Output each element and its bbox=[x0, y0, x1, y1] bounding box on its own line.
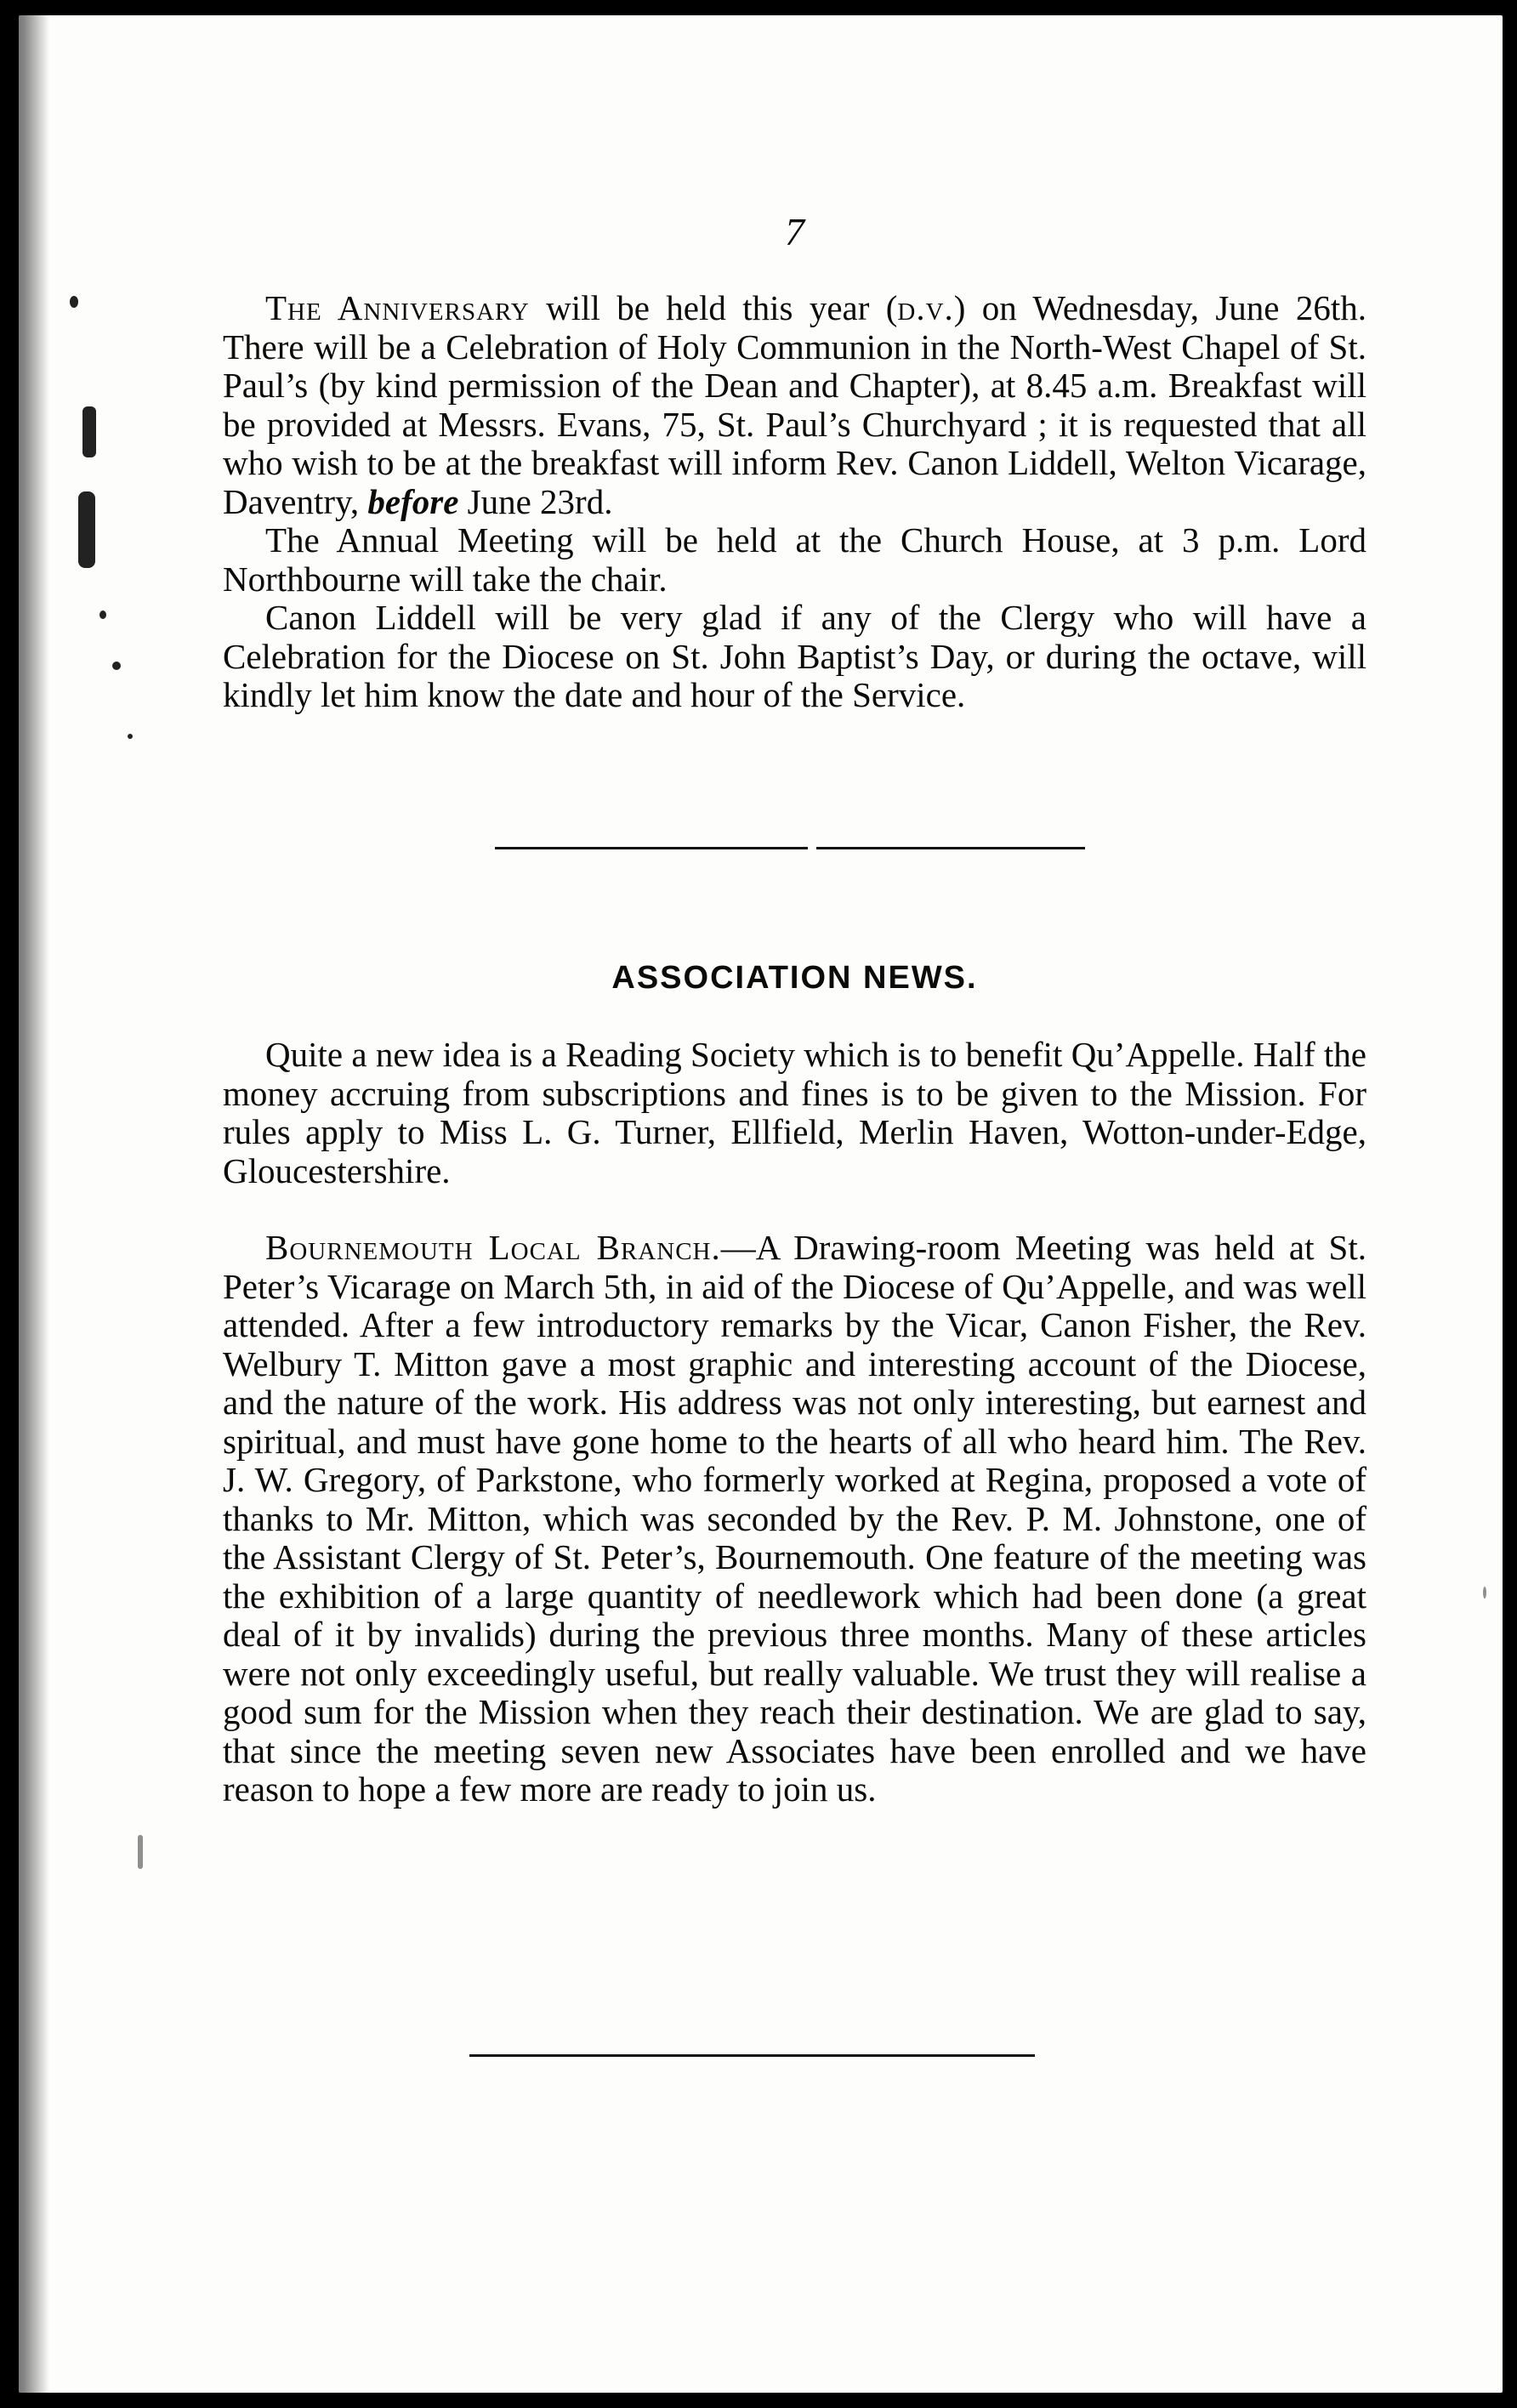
page-spine-shadow bbox=[19, 15, 56, 2393]
reading-society-paragraph: Quite a new idea is a Reading Society which is to benefit Qu’Appelle. Half the money accruing from subscriptions and fines is to be given to the Mission. For rules apply to Miss L. G. Turner, Ellfield, Merlin Haven, Wotton-under-Edge, Gloucestershire. bbox=[223, 1035, 1366, 1190]
anniversary-text-c: June 23rd. bbox=[458, 481, 613, 521]
scan-speck bbox=[99, 611, 106, 619]
scan-speck bbox=[128, 734, 133, 739]
scan-speck bbox=[70, 296, 78, 308]
scan-speck bbox=[1483, 1587, 1486, 1599]
page-number: 7 bbox=[785, 210, 804, 253]
scan-speck bbox=[138, 1835, 143, 1869]
section-divider-rule bbox=[816, 847, 1085, 849]
celebration-paragraph: Canon Liddell will be very glad if any of the Clergy who will have a Celebration for the Diocese on St. John Baptist’s Day, or during the octave, will kindly let him know the date and hour of the Service. bbox=[223, 598, 1366, 714]
anniversary-lead: The Anniversary bbox=[265, 288, 530, 327]
annual-meeting-paragraph: The Annual Meeting will be held at the Church House, at 3 p.m. Lord Northbourne will take the chair. bbox=[223, 520, 1366, 599]
anniversary-section bbox=[223, 289, 1366, 715]
bournemouth-text: —A Drawing-room Meeting was held at St. Peter’s Vicarage on March 5th, in aid of the Diocese of Qu’Appelle, and was well attended. After a few introductory remarks by the Vicar, Canon Fisher, the Rev. Welbury T. Mitton gave a most graphic and interesting account of the Diocese, and the nature of the work. His address was not only interesting, but earnest and spiritual, and must have gone home to the hearts of all who heard him. The Rev. J. W. Gregory, of Parkstone, who formerly worked at Regina, proposed a vote of thanks to Mr. Mitton, which was seconded by the Rev. P. M. Johnstone, one of the Assistant Clergy of St. Peter’s, Bournemouth. One feature of the meeting was the exhibition of a large quantity of needlework which had been done (a great deal of it by invalids) during the previous three months. Many of these articles were not only exceedingly useful, but really valuable. We trust they will realise a good sum for the Mission when they reach their destination. We are glad to say, that since the meeting seven new Associates have been enrolled and we have reason to hope a few more are ready to join us. bbox=[223, 1228, 1366, 1809]
scan-speck bbox=[78, 491, 95, 568]
document-page bbox=[19, 15, 1503, 2393]
section-divider-rule bbox=[495, 847, 808, 849]
closing-rule bbox=[469, 2054, 1035, 2057]
anniversary-text-b: ) on Wednesday, June 26th. There will be a Celebration of Holy Communion in the North-West Chapel of St. Paul’s (by kind permission of the Dean and Chapter), at 8.45 a.m. Breakfast will be provided at Messrs. Evans, 75, St. Paul’s Churchyard ; it is requested that all who wish to be at the breakfast will inform Rev. Canon Liddell, Welton Vicarage, Daventry, bbox=[223, 288, 1366, 521]
anniversary-text-a: will be held this year ( bbox=[529, 288, 898, 327]
bournemouth-paragraph bbox=[223, 1229, 1366, 1809]
scan-speck bbox=[82, 406, 96, 457]
anniversary-paragraph bbox=[223, 289, 1366, 521]
association-news-heading: ASSOCIATION NEWS. bbox=[611, 960, 978, 996]
dv-abbreviation: d.v. bbox=[897, 288, 954, 327]
before-emphasis: before bbox=[367, 481, 459, 521]
association-section bbox=[223, 1036, 1366, 1809]
scan-speck bbox=[112, 662, 121, 670]
bournemouth-lead: Bournemouth Local Branch. bbox=[265, 1228, 721, 1267]
